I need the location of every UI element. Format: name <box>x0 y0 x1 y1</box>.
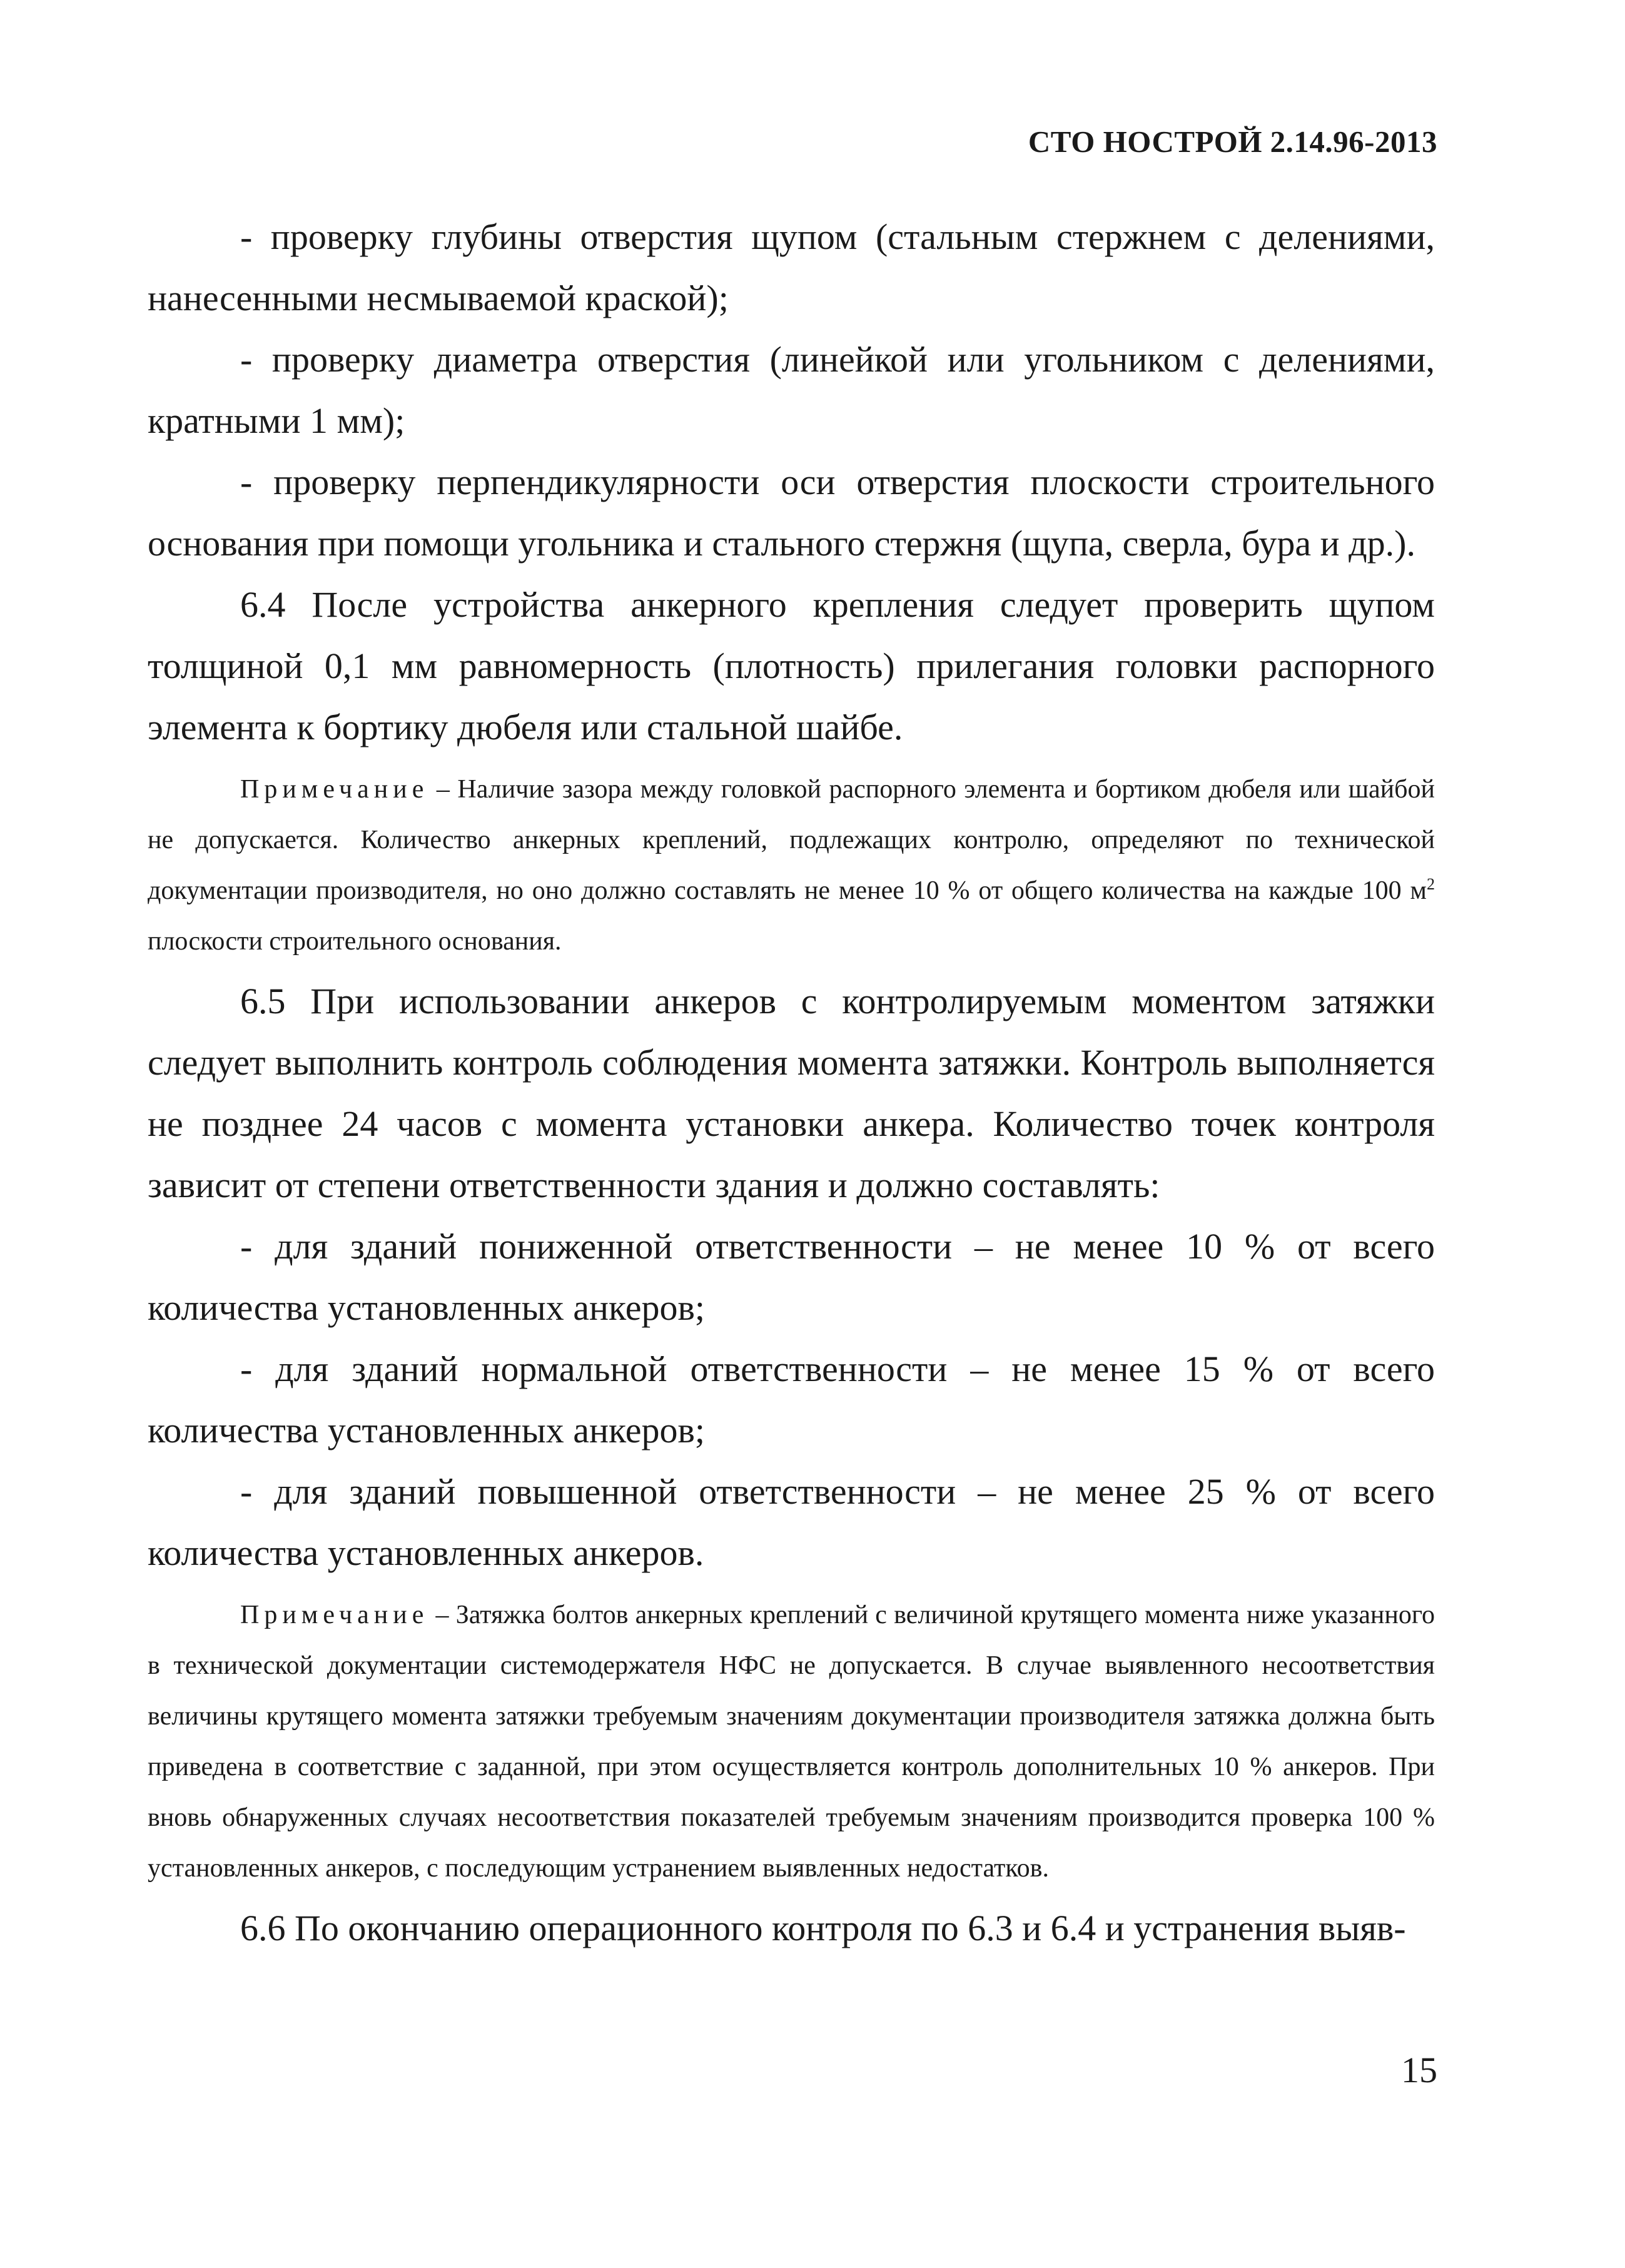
note-1-text-b: плоскости строительного основания. <box>148 927 562 956</box>
note-2-text: – Затяжка болтов анкерных креплений с величиной крутящего момента ниже указанного в технической документации системодержателя НФС не допускается. В случае выявленного несоответствия величины крутящего момента затяжки требуемым значениям документации производителя затяжка должна быть приведена в соответствие с заданной, при этом осуществляется контроль дополнительных 10 % анкеров. При вновь обнаруженных случаях несоответствия показателей требуемым значениям производится проверка 100 % установленных анкеров, с последующим устранением выявленных недостатков. <box>148 1601 1435 1883</box>
document-code-header: СТО НОСТРОЙ 2.14.96-2013 <box>1028 124 1437 159</box>
note-1-label: Примечание <box>240 775 429 804</box>
paragraph-6-5: 6.5 При использовании анкеров с контролируемым моментом затяжки следует выполнить контроль соблюдения момента затяжки. Контроль выполняется не позднее 24 часов с момента установки анкера. Количество точек контроля зависит от степени ответственности здания и должно составлять: <box>148 981 1435 1205</box>
note-1 <box>148 758 1435 971</box>
paragraph-perpendicularity-check: - проверку перпендикулярности оси отверстия плоскости строительного основания при помощи угольника и стального стержня (щупа, сверла, бура и др.). <box>148 462 1435 564</box>
paragraph-6-4: 6.4 После устройства анкерного крепления следует проверить щупом толщиной 0,1 мм равномерность (плотность) прилегания головки распорного элемента к бортику дюбеля или стальной шайбе. <box>148 584 1435 747</box>
page-number: 15 <box>1401 2050 1437 2090</box>
page-body <box>148 206 1435 1959</box>
note-2 <box>148 1584 1435 1898</box>
note-1-text-a: – Наличие зазора между головкой распорного элемента и бортиком дюбеля или шайбой не допускается. Количество анкерных креплений, подлежащих контролю, определяют по технической документации производителя, но оно должно составлять не менее 10 % от общего количества на каждые 100 м <box>148 775 1435 905</box>
note-1-superscript: 2 <box>1427 875 1435 893</box>
paragraph-diameter-check: - проверку диаметра отверстия (линейкой или угольником с делениями, кратными 1 мм); <box>148 339 1435 441</box>
note-2-label: Примечание <box>240 1601 429 1629</box>
paragraph-normal-responsibility: - для зданий нормальной ответственности – не менее 15 % от всего количества установленных анкеров; <box>148 1349 1435 1450</box>
paragraph-low-responsibility: - для зданий пониженной ответственности – не менее 10 % от всего количества установленных анкеров; <box>148 1226 1435 1328</box>
paragraph-depth-check: - проверку глубины отверстия щупом (стальным стержнем с делениями, нанесенными несмываемой краской); <box>148 216 1435 318</box>
paragraph-high-responsibility: - для зданий повышенной ответственности – не менее 25 % от всего количества установленных анкеров. <box>148 1471 1435 1573</box>
paragraph-6-6: 6.6 По окончанию операционного контроля по 6.3 и 6.4 и устранения выяв- <box>240 1908 1406 1948</box>
